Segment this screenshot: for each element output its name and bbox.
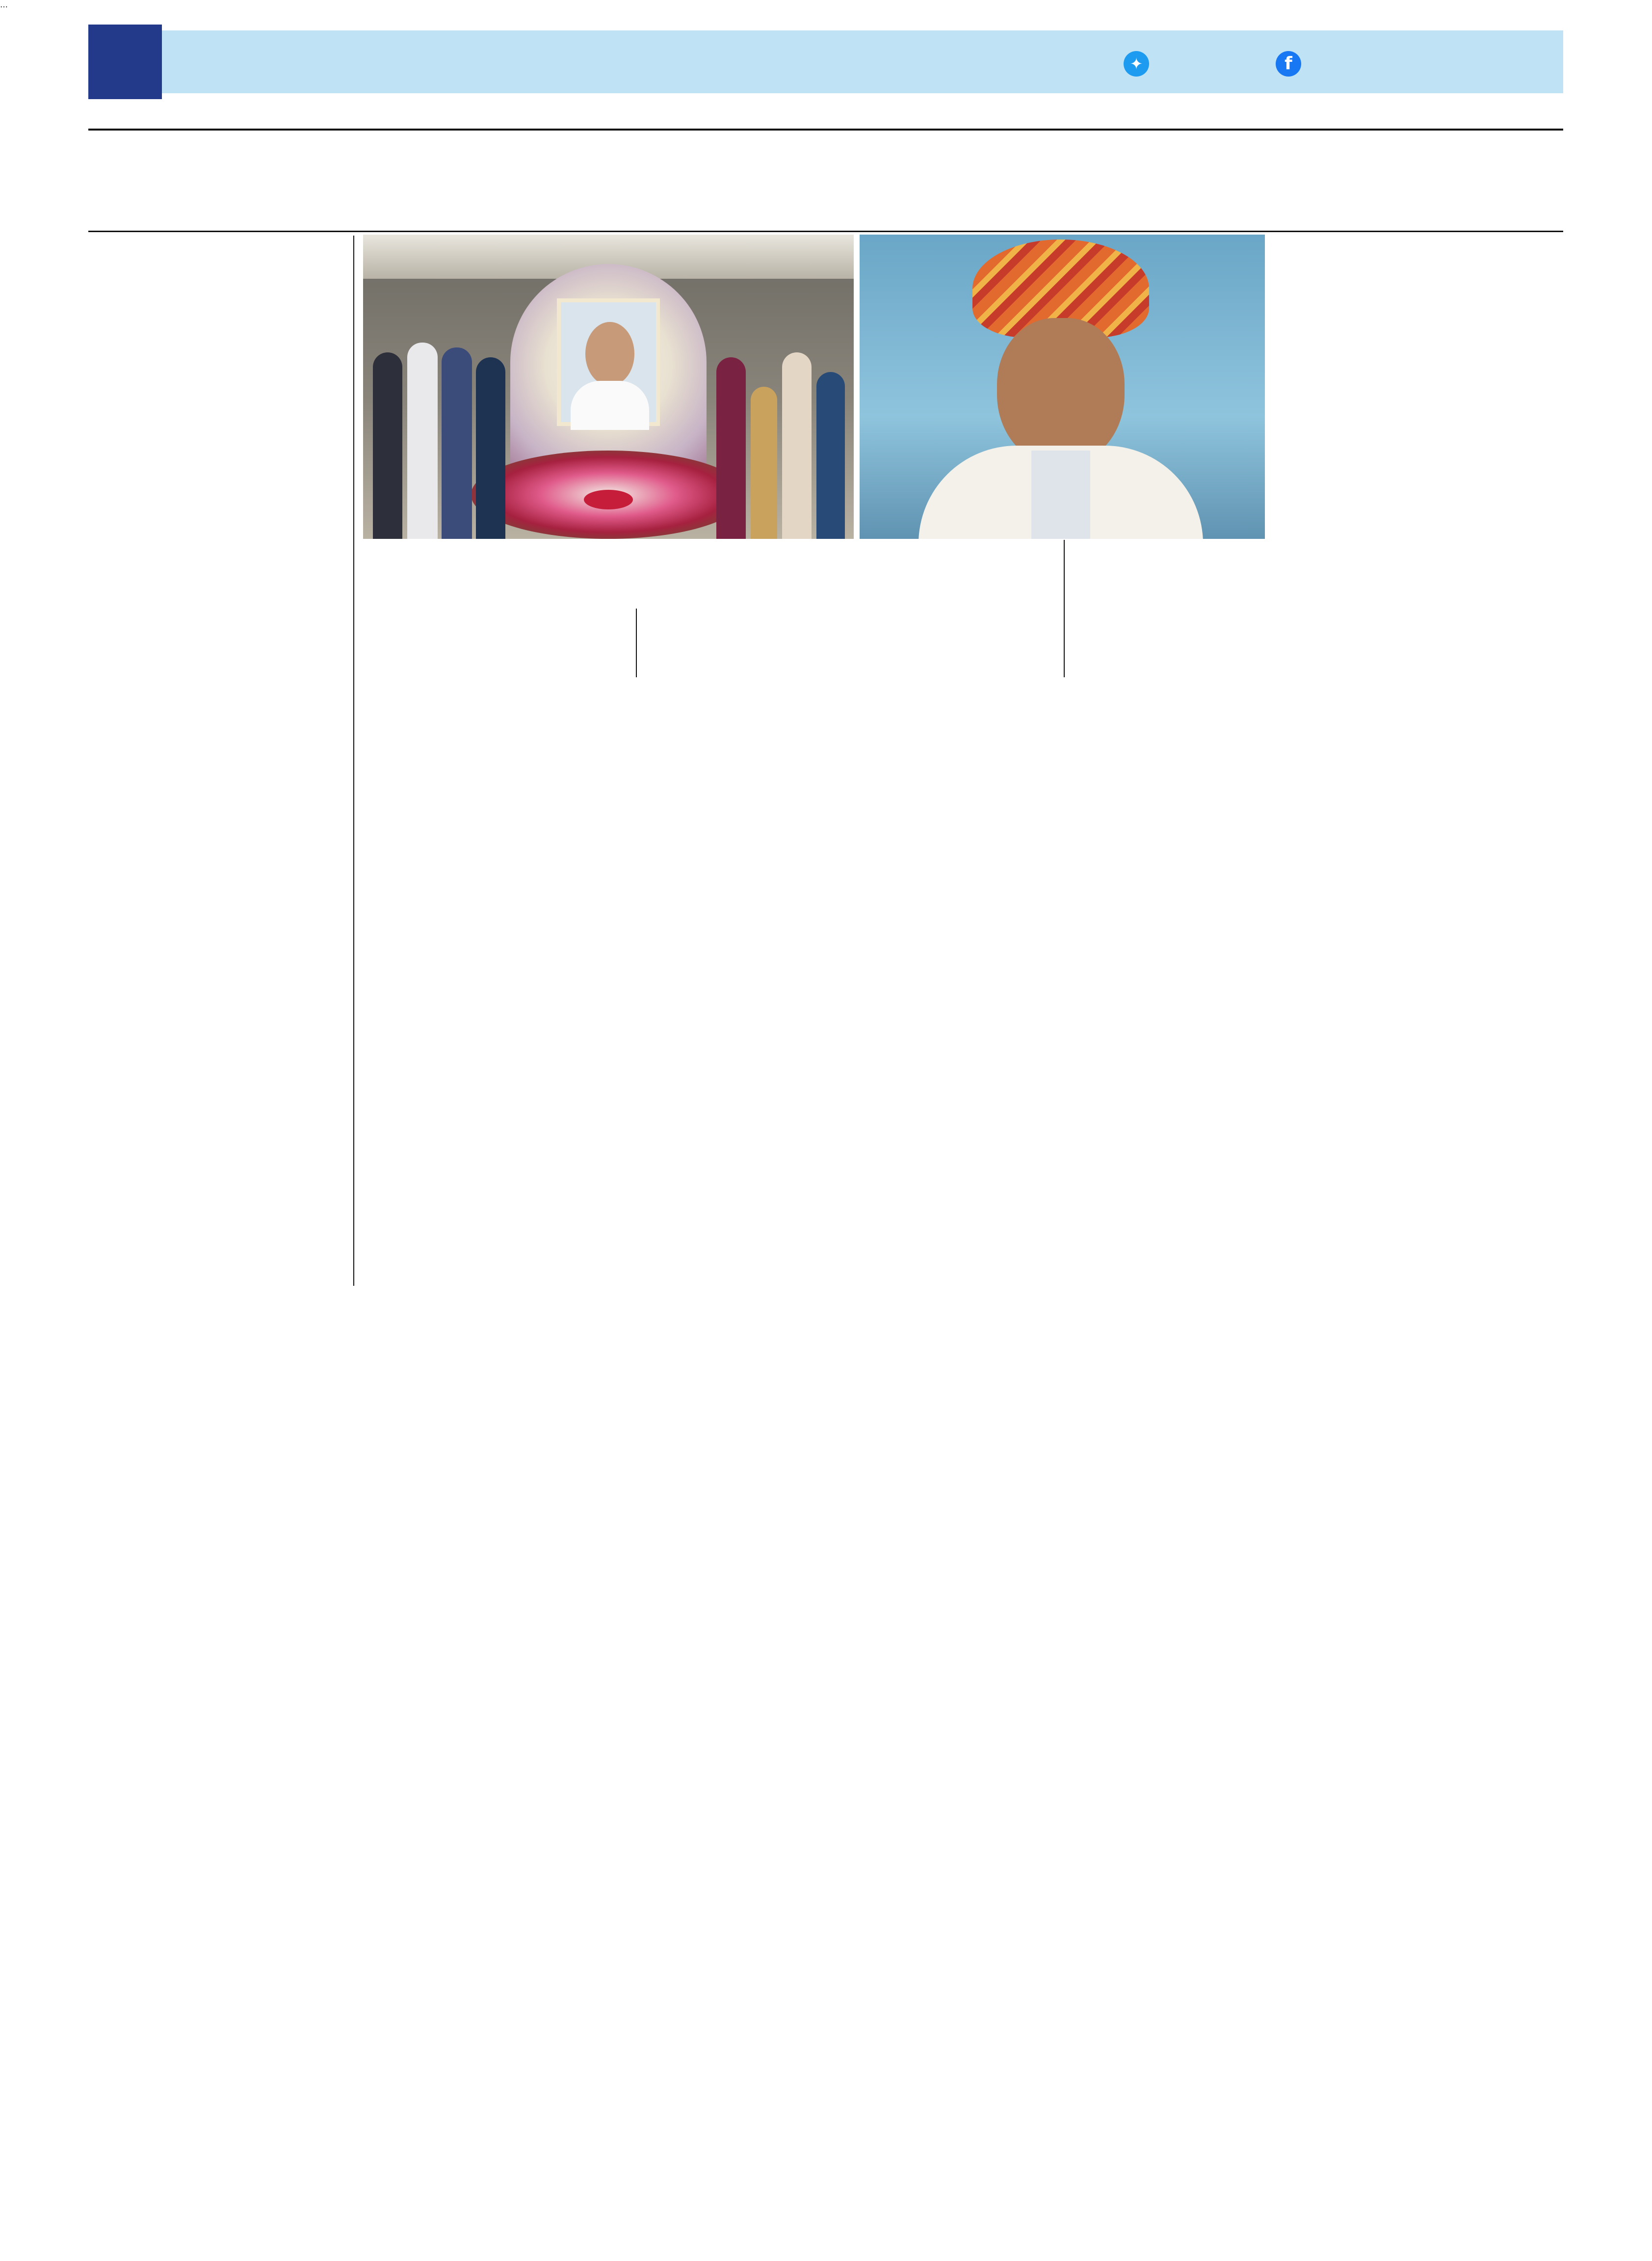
memorial-photo xyxy=(363,235,854,539)
lead-column-3-top xyxy=(645,612,910,613)
lead-column-2-top xyxy=(363,612,628,613)
twitter-icon: ✦ xyxy=(1124,51,1149,77)
bapa-banner xyxy=(584,490,633,509)
lakshmanbhai-portrait xyxy=(860,235,1265,539)
lead-headline-rule xyxy=(88,231,1563,232)
face xyxy=(997,318,1125,465)
header-rule xyxy=(88,129,1563,131)
column-rule xyxy=(353,236,354,1286)
portrait-body xyxy=(571,381,649,430)
column-rule xyxy=(1064,540,1065,677)
paper-logo xyxy=(697,15,952,113)
page-number xyxy=(88,25,162,99)
twitter-link[interactable] xyxy=(1124,49,1152,77)
section-name xyxy=(176,31,200,94)
facebook-icon: f xyxy=(1276,51,1301,77)
facebook-link[interactable] xyxy=(1276,49,1304,77)
shirt-collar xyxy=(1031,451,1090,539)
lead-column-1 xyxy=(79,230,343,231)
portrait-frame xyxy=(557,298,660,426)
family-left xyxy=(373,333,510,539)
column-rule xyxy=(636,609,637,677)
lead-story-col4 xyxy=(1070,542,1266,547)
family-right xyxy=(716,343,849,539)
portrait-face xyxy=(585,322,634,386)
